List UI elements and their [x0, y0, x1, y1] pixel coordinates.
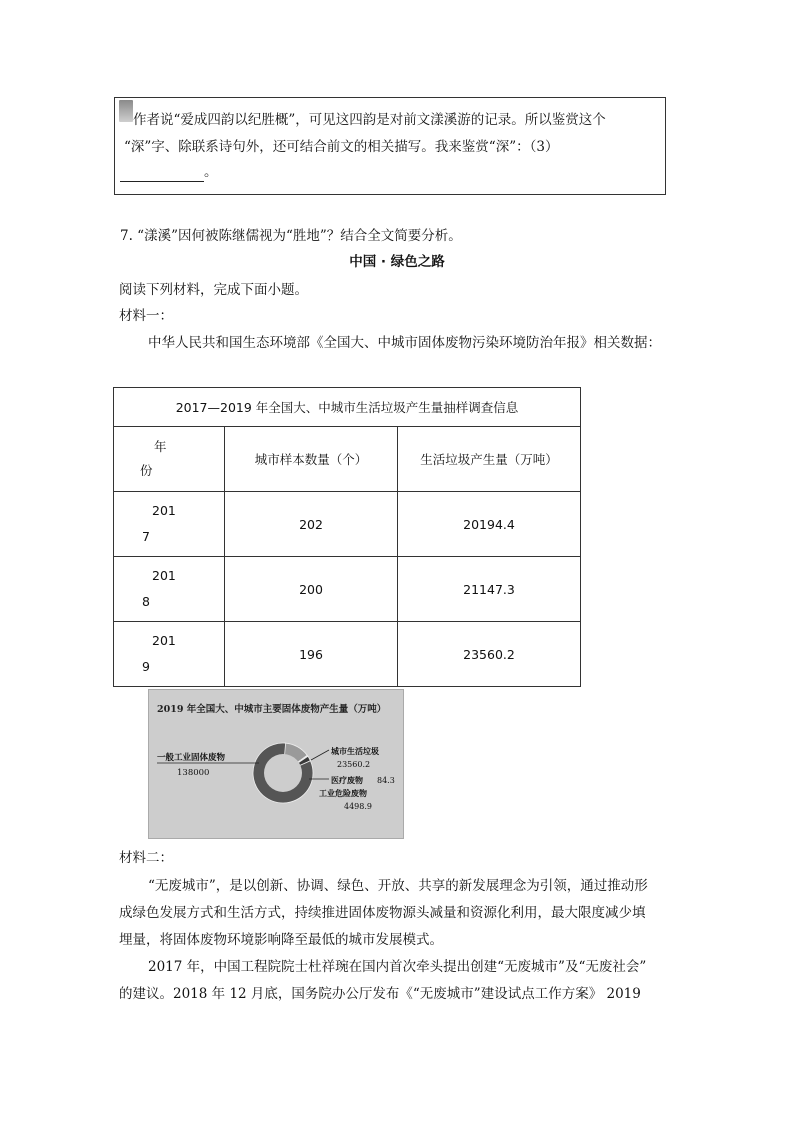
instruction: 阅读下列材料，完成下面小题。 [119, 282, 308, 298]
material-2-label: 材料二： [119, 850, 173, 866]
answer-blank[interactable] [120, 167, 204, 182]
head-year [114, 427, 225, 492]
donut-chart [149, 690, 403, 838]
row-year [114, 492, 225, 557]
row-output: 21147.3 [398, 557, 581, 622]
section-title: 中国 · 绿色之路 [349, 254, 445, 270]
head-year-a: 年 [154, 439, 167, 454]
label-medical: 医疗废物 [331, 775, 363, 785]
para-2-line-1: 2017 年，中国工程院院士杜祥琬在国内首次牵头提出创建“无废城市”及“无废社会” [148, 959, 647, 975]
row-output: 23560.2 [398, 622, 581, 687]
head-year-b: 份 [140, 463, 153, 478]
label-municipal: 城市生活垃圾 [331, 746, 379, 756]
chart-title: 2019 年全国大、中城市主要固体废物产生量（万吨） [157, 704, 387, 715]
box-line-2: “深”字、除联系诗句外，还可结合前文的相关描写。我来鉴赏“深”：（3） [124, 139, 559, 155]
row-samples: 196 [225, 622, 398, 687]
table-row [114, 622, 581, 687]
value-hazardous: 4498.9 [344, 802, 372, 811]
table-row [114, 557, 581, 622]
label-hazardous: 工业危险废物 [319, 788, 367, 798]
table-row [114, 492, 581, 557]
value-municipal: 23560.2 [337, 760, 371, 769]
label-industrial: 一般工业固体废物 [157, 753, 226, 763]
survey-table [113, 387, 581, 687]
row-output: 20194.4 [398, 492, 581, 557]
material-1-label: 材料一： [119, 308, 173, 324]
row-samples: 202 [225, 492, 398, 557]
para-2-line-2: 的建议。2018 年 12 月底，国务院办公厅发布《“无废城市”建设试点工作方案》 2019 [119, 986, 641, 1002]
row-year [114, 557, 225, 622]
material-1-source: 中华人民共和国生态环境部《全国大、中城市固体废物污染环境防治年报》相关数据： [148, 335, 661, 351]
row-year-b: 9 [142, 659, 150, 674]
author-photo-icon [119, 100, 133, 122]
head-samples: 城市样本数量（个） [225, 427, 398, 492]
value-medical: 84.3 [377, 776, 395, 785]
donut-hole [264, 754, 302, 792]
para-1-line-1: “无废城市”，是以创新、协调、绿色、开放、共享的新发展理念为引领，通过推动形 [148, 878, 648, 894]
row-year-a: 201 [152, 503, 176, 518]
para-1-line-2: 成绿色发展方式和生活方式，持续推进固体废物源头减量和资源化利用，最大限度减少填 [119, 905, 646, 921]
answer-blank-line [120, 162, 218, 182]
question-7: 7. “漾溪”因何被陈继儒视为“胜地”？结合全文简要分析。 [120, 228, 462, 244]
row-year-a: 201 [152, 568, 176, 583]
value-industrial: 138000 [177, 768, 210, 778]
head-output: 生活垃圾产生量（万吨） [398, 427, 581, 492]
table-caption: 2017—2019 年全国大、中城市生活垃圾产生量抽样调查信息 [114, 388, 581, 427]
row-year [114, 622, 225, 687]
row-year-b: 7 [142, 529, 150, 544]
donut-chart-photo [148, 689, 404, 839]
row-year-a: 201 [152, 633, 176, 648]
row-samples: 200 [225, 557, 398, 622]
box-line-1: 作者说“爱成四韵以纪胜概”，可见这四韵是对前文漾溪游的记录。所以鉴赏这个 [133, 112, 606, 128]
blank-end-period: 。 [204, 164, 218, 180]
row-year-b: 8 [142, 594, 150, 609]
para-1-line-3: 埋量，将固体废物环境影响降至最低的城市发展模式。 [119, 932, 443, 948]
